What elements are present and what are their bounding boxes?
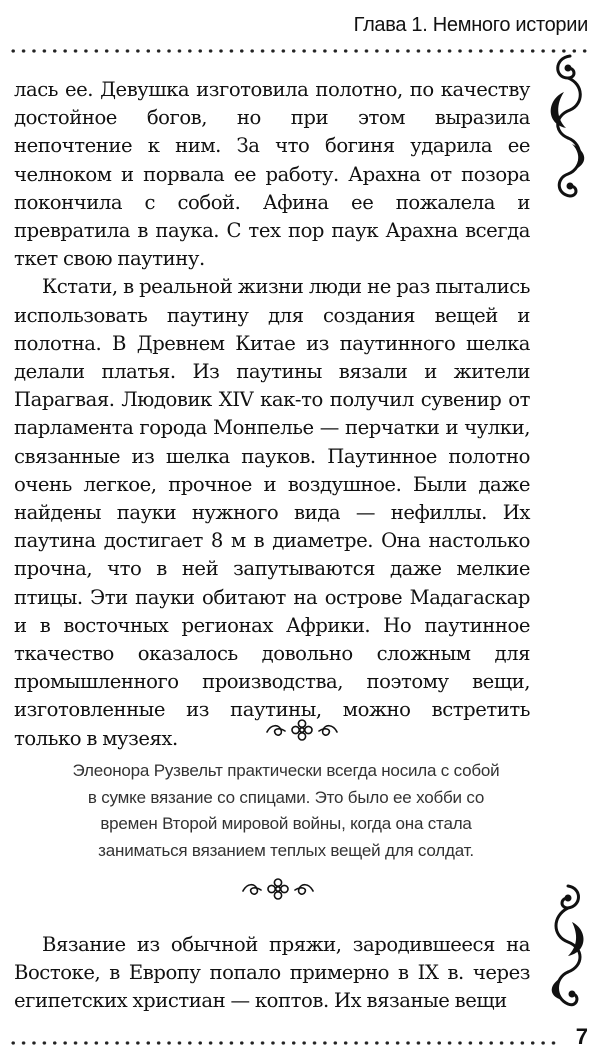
sidebar-note [36,758,536,864]
paragraph: Вязание из обычной пряжи, зародившееся на Востоке, в Европу попало примерно в IX в. через египетских христиан — коптов. Их вязаные вещи [14,933,530,1013]
note-line: времен Второй мировой войны, когда она стала [100,814,472,833]
paragraph: Кстати, в реальной жизни люди не раз пытались использовать паутину для создания вещей и полотна. В Древнем Китае из паутинного шелка делали платья. Из паутины вязали и жители Парагвая. Людовик XIV как-то получил сувенир от парламента города Монпелье — перчатки и чулки, связанные из шелка пауков. Паутинное полотно очень легкое, прочное и воздушное. Были даже найдены пауки нужного вида — нефиллы. Их паутина достигает 8 м в диаметре. Она настолько прочна, что в ней запутываются даже мелкие птицы. Эти пауки обитают на острове Мадагаскар и в восточных регионах Африки. Но паутинное ткачество оказалось довольно сложным для промышленного производства, поэтому вещи, изготовленные из паутины, можно встретить только в музеях. [14,275,530,750]
running-header: Глава 1. Немного истории [353,14,588,36]
dotted-rule-top [8,49,590,53]
main-text [14,76,530,753]
section-divider [0,717,604,743]
scroll-flourish-icon [544,52,590,200]
scroll-flourish-icon [544,880,590,1020]
paragraph: лась ее. Девушка изготовила полотно, по качеству достойное богов, но при этом выразила непочтение к ним. За что богиня ударила ее челноком и порвала ее работу. Арахна от позора покончила с собой. Афина ее пожалела и превратила в паука. С тех пор паук Арахна всегда ткет свою паутину. [14,78,530,271]
continuation-text [14,931,530,1016]
note-line: заниматься вязанием теплых вещей для солдат. [98,840,474,860]
dotted-rule-bottom [8,1041,558,1045]
section-divider [0,876,580,902]
page-number: 7 [575,1024,588,1049]
flower-divider-icon [265,719,339,741]
note-line: Элеонора Рузвельт практически всегда носила с собой [72,761,500,780]
note-line: в сумке вязание со спицами. Это было ее хобби со [87,787,485,807]
flower-divider-icon [241,878,315,900]
